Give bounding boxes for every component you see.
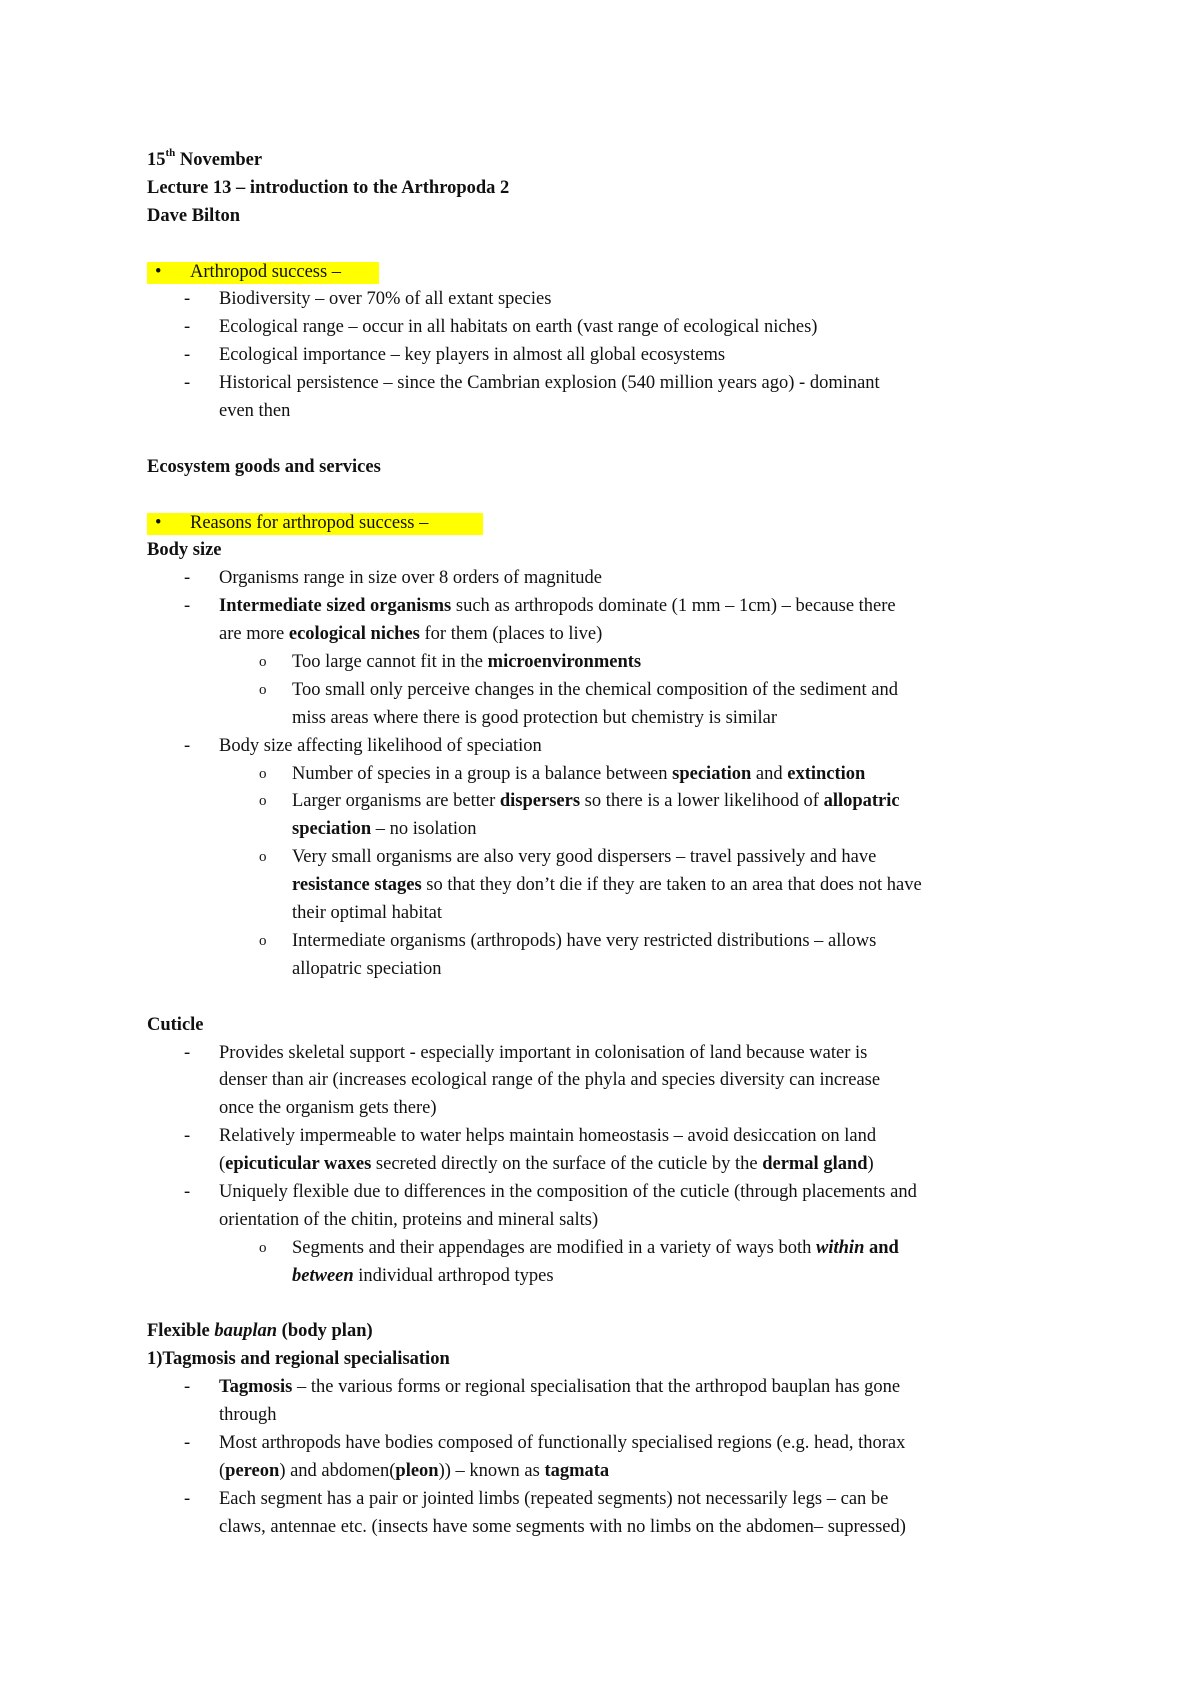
list-item: - Historical persistence – since the Cambrian explosion (540 million years ago) - dominant <box>147 370 1067 398</box>
circle-bullet-icon: o <box>259 765 267 782</box>
list-item: - Biodiversity – over 70% of all extant species <box>147 286 1067 314</box>
sub-list-item-continuation: between individual arthropod types <box>292 1265 554 1286</box>
sub-list-item: o Segments and their appendages are modified in a variety of ways both within and <box>147 1235 1067 1263</box>
list-item-continuation: once the organism gets there) <box>219 1098 437 1119</box>
list-item: - Provides skeletal support - especially important in colonisation of land because water is <box>147 1040 1067 1068</box>
sub-list-item: o Intermediate organisms (arthropods) have very restricted distributions – allows <box>147 928 1067 956</box>
list-item: - Each segment has a pair or jointed limbs (repeated segments) not necessarily legs – can be <box>147 1486 1067 1514</box>
dash-icon: - <box>184 1432 191 1453</box>
date-line: 15th November <box>147 146 263 170</box>
dash-icon: - <box>184 1042 191 1063</box>
circle-bullet-icon: o <box>259 932 267 949</box>
list-item: - Ecological range – occur in all habitats on earth (vast range of ecological niches) <box>147 314 1067 342</box>
dash-icon: - <box>184 373 191 394</box>
bullet-icon: • <box>155 512 162 533</box>
lecture-title: Lecture 13 – introduction to the Arthropoda 2 <box>147 177 510 198</box>
heading-tagmosis: 1)Tagmosis and regional specialisation <box>147 1349 450 1370</box>
dash-icon: - <box>184 735 191 756</box>
highlighted-bullet-reasons: • Reasons for arthropod success – <box>147 510 1067 538</box>
heading-ecosystem-goods: Ecosystem goods and services <box>147 456 381 477</box>
list-item: - Tagmosis – the various forms or regional specialisation that the arthropod bauplan has gone <box>147 1374 1067 1402</box>
document-page <box>147 147 1067 1542</box>
list-item-continuation: (pereon) and abdomen(pleon)) – known as tagmata <box>219 1460 610 1481</box>
dash-icon: - <box>184 568 191 589</box>
list-item: - Most arthropods have bodies composed of functionally specialised regions (e.g. head, thorax <box>147 1430 1067 1458</box>
list-item: - Relatively impermeable to water helps maintain homeostasis – avoid desiccation on land <box>147 1123 1067 1151</box>
list-item: - Organisms range in size over 8 orders of magnitude <box>147 565 1067 593</box>
dash-icon: - <box>184 317 191 338</box>
sub-list-item: o Number of species in a group is a balance between speciation and extinction <box>147 761 1067 789</box>
highlighted-bullet-arthropod-success: • Arthropod success – <box>147 259 1067 287</box>
sub-list-item-continuation: their optimal habitat <box>292 903 443 924</box>
dash-icon: - <box>184 1377 191 1398</box>
dash-icon: - <box>184 1181 191 1202</box>
circle-bullet-icon: o <box>259 793 267 810</box>
heading-flexible-bauplan: Flexible bauplan (body plan) <box>147 1321 373 1342</box>
list-item-continuation: through <box>219 1405 277 1426</box>
sub-list-item: o Very small organisms are also very good dispersers – travel passively and have <box>147 844 1067 872</box>
dash-icon: - <box>184 289 191 310</box>
sub-list-item-continuation: miss areas where there is good protection but chemistry is similar <box>292 707 777 728</box>
list-item-continuation: (epicuticular waxes secreted directly on the surface of the cuticle by the dermal gland) <box>219 1154 874 1175</box>
circle-bullet-icon: o <box>259 654 267 671</box>
sub-list-item: o Too large cannot fit in the microenvironments <box>147 649 1067 677</box>
dash-icon: - <box>184 345 191 366</box>
circle-bullet-icon: o <box>259 681 267 698</box>
list-item: - Intermediate sized organisms such as arthropods dominate (1 mm – 1cm) – because there <box>147 593 1067 621</box>
sub-list-item-continuation: allopatric speciation <box>292 958 442 979</box>
dash-icon: - <box>184 1126 191 1147</box>
circle-bullet-icon: o <box>259 849 267 866</box>
sub-list-item: o Larger organisms are better dispersers so there is a lower likelihood of allopatric <box>147 788 1067 816</box>
heading-cuticle: Cuticle <box>147 1014 204 1035</box>
heading-body-size: Body size <box>147 540 222 561</box>
list-item-continuation: orientation of the chitin, proteins and mineral salts) <box>219 1209 599 1230</box>
list-item: - Body size affecting likelihood of speciation <box>147 733 1067 761</box>
list-item: - Ecological importance – key players in almost all global ecosystems <box>147 342 1067 370</box>
list-item-continuation: even then <box>219 401 291 422</box>
list-item: - Uniquely flexible due to differences in the composition of the cuticle (through placements and <box>147 1179 1067 1207</box>
dash-icon: - <box>184 1488 191 1509</box>
circle-bullet-icon: o <box>259 1239 267 1256</box>
list-item-continuation: denser than air (increases ecological range of the phyla and species diversity can increase <box>219 1070 881 1091</box>
lecturer-name: Dave Bilton <box>147 205 241 226</box>
list-item-continuation: claws, antennae etc. (insects have some segments with no limbs on the abdomen– supressed) <box>219 1516 906 1537</box>
dash-icon: - <box>184 596 191 617</box>
date-superscript: th <box>165 146 176 159</box>
bullet-icon: • <box>155 261 162 282</box>
list-item-continuation: are more ecological niches for them (places to live) <box>219 624 603 645</box>
sub-list-item-continuation: speciation – no isolation <box>292 819 477 840</box>
sub-list-item: o Too small only perceive changes in the chemical composition of the sediment and <box>147 677 1067 705</box>
sub-list-item-continuation: resistance stages so that they don’t die if they are taken to an area that does not have <box>292 875 922 896</box>
